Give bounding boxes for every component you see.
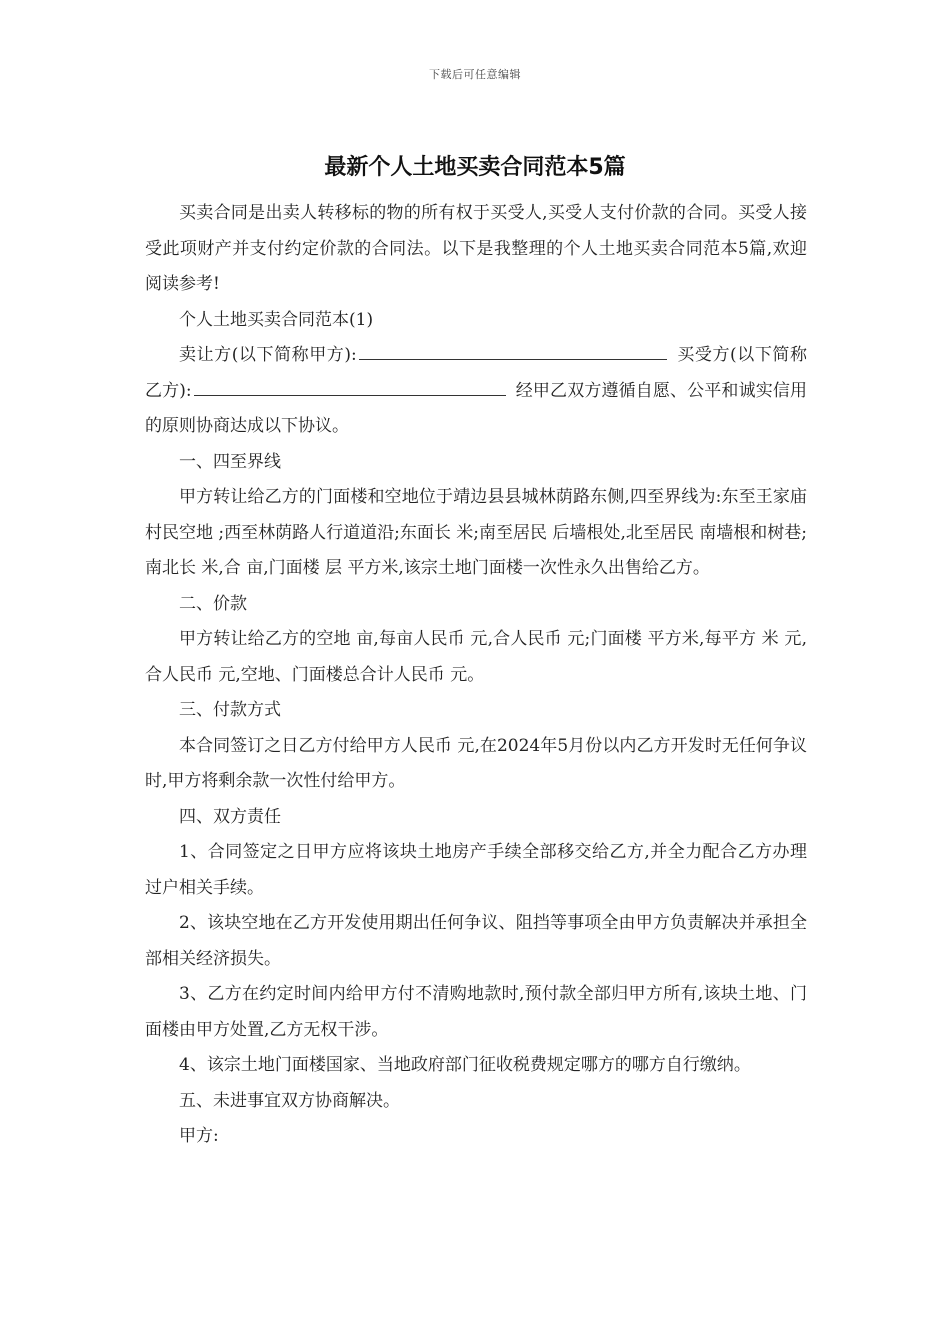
parties-paragraph — [145, 338, 807, 445]
section-paragraph: 甲方转让给乙方的空地 亩,每亩人民币 元,合人民币 元;门面楼 平方米,每平方 米 元,合人民币 元,空地、门面楼总合计人民币 元。 — [145, 629, 807, 685]
section-heading-price: 二、价款 — [179, 593, 247, 614]
section-paragraph: 4、该宗土地门面楼国家、当地政府部门征收税费规定哪方的哪方自行缴纳。 — [179, 1055, 751, 1075]
section-heading-other-matters: 五、未进事宜双方协商解决。 — [179, 1090, 400, 1111]
section-paragraph: 本合同签订之日乙方付给甲方人民币 元,在2024年5月份以内乙方开发时无任何争议时,甲方将剩余款一次性付给甲方。 — [145, 735, 807, 791]
section-heading-responsibilities: 四、双方责任 — [179, 806, 281, 827]
seller-blank-line — [359, 341, 667, 360]
document-body — [145, 196, 807, 1155]
document-title: 最新个人土地买卖合同范本5篇 — [324, 155, 626, 180]
agreement-text: 经甲乙双方遵循自愿、公平和诚实信用的原则协商达成以下协议。 — [145, 380, 807, 436]
page-header-note: 下载后可任意编辑 — [429, 68, 521, 81]
seller-label: 卖让方(以下简称甲方): — [179, 345, 357, 365]
signature-label-party-a: 甲方: — [179, 1126, 219, 1146]
intro-paragraph: 买卖合同是出卖人转移标的物的所有权于买受人,买受人支付价款的合同。买受人接受此项财产并支付约定价款的合同法。以下是我整理的个人土地买卖合同范本5篇,欢迎阅读参考! — [145, 203, 807, 294]
section-heading-boundaries: 一、四至界线 — [179, 451, 281, 472]
section-paragraph: 1、合同签定之日甲方应将该块土地房产手续全部移交给乙方,并全力配合乙方办理过户相关手续。 — [145, 842, 807, 898]
buyer-blank-line — [194, 377, 506, 396]
contract-heading: 个人土地买卖合同范本(1) — [179, 309, 374, 330]
section-paragraph: 3、乙方在约定时间内给甲方付不清购地款时,预付款全部归甲方所有,该块土地、门面楼由甲方处置,乙方无权干涉。 — [145, 984, 807, 1040]
buyer-label: 买受方(以下简称乙方): — [145, 345, 807, 401]
section-heading-payment: 三、付款方式 — [179, 700, 281, 720]
section-paragraph: 2、该块空地在乙方开发使用期出任何争议、阻挡等事项全由甲方负责解决并承担全部相关经济损失。 — [145, 913, 807, 969]
section-paragraph: 甲方转让给乙方的门面楼和空地位于靖边县县城林荫路东侧,四至界线为:东至王家庙村民空地 ;西至林荫路人行道道沿;东面长 米;南至居民 后墙根处,北至居民 南墙根和树巷;南北长 米,合 亩,门面楼 层 平方米,该宗土地门面楼一次性永久出售给乙方。 — [145, 487, 807, 578]
